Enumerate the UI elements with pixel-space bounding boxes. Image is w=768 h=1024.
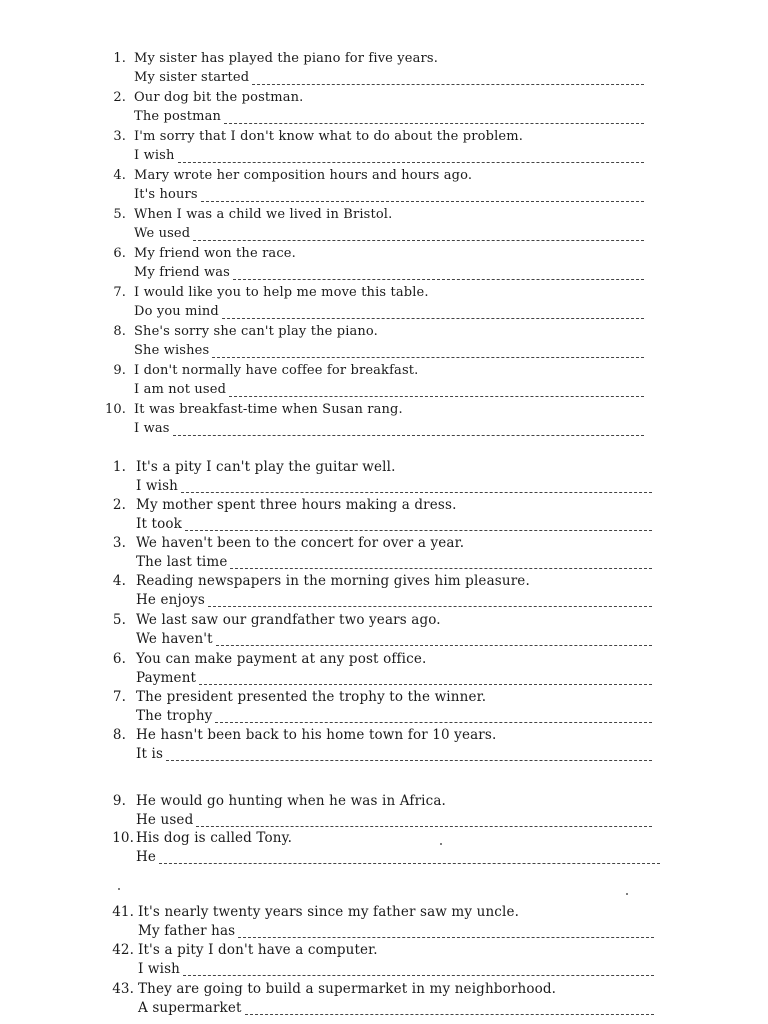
answer-blank[interactable] — [181, 479, 652, 493]
answer-row — [136, 848, 660, 866]
item-number: 10. — [105, 402, 126, 417]
item-number: 7. — [112, 689, 126, 705]
original-sentence: Our dog bit the postman. — [134, 90, 304, 105]
item-number: 1. — [113, 51, 126, 66]
answer-stem: Payment — [136, 670, 197, 686]
item-number: 3. — [112, 535, 126, 551]
exercise-item — [0, 323, 768, 362]
answer-blank[interactable] — [208, 593, 652, 607]
answer-row — [138, 960, 654, 978]
item-number: 5. — [112, 612, 126, 628]
original-sentence: My friend won the race. — [134, 246, 296, 261]
exercise-item — [0, 245, 768, 284]
answer-blank[interactable] — [193, 227, 644, 241]
item-number: 1. — [112, 459, 126, 475]
answer-stem: I wish — [136, 478, 179, 494]
exercise-item — [0, 167, 768, 206]
item-number: 9. — [113, 363, 126, 378]
answer-stem: We used — [134, 226, 191, 241]
answer-blank[interactable] — [238, 924, 654, 938]
original-sentence: She's sorry she can't play the piano. — [134, 324, 378, 339]
exercise-item — [0, 650, 768, 689]
answer-blank[interactable] — [173, 422, 644, 436]
item-number: 7. — [113, 285, 126, 300]
original-sentence: Mary wrote her composition hours and hours ago. — [134, 168, 473, 183]
answer-stem: It took — [136, 516, 182, 532]
answer-blank[interactable] — [185, 517, 652, 531]
answer-stem: I am not used — [134, 382, 227, 397]
answer-blank[interactable] — [230, 555, 652, 569]
answer-blank[interactable] — [196, 813, 652, 827]
exercise-item — [0, 89, 768, 128]
answer-stem: The postman — [134, 109, 222, 124]
exercise-item — [0, 284, 768, 323]
item-number: 9. — [112, 793, 126, 809]
item-number: 5. — [113, 207, 126, 222]
answer-row — [136, 745, 652, 763]
original-sentence: He hasn't been back to his home town for 10 years. — [136, 727, 497, 743]
exercise-item — [0, 496, 768, 535]
exercise-item — [0, 362, 768, 401]
original-sentence: We haven't been to the concert for over a year. — [136, 535, 465, 551]
answer-stem: It's hours — [134, 187, 198, 202]
exercise-item — [0, 941, 768, 980]
exercise-item — [0, 792, 768, 831]
answer-blank[interactable] — [229, 383, 644, 397]
answer-stem: He used — [136, 812, 194, 828]
answer-row — [134, 303, 644, 321]
original-sentence: They are going to build a supermarket in my neighborhood. — [138, 981, 557, 997]
exercise-item — [0, 611, 768, 650]
answer-row — [136, 515, 652, 533]
answer-blank[interactable] — [215, 709, 652, 723]
answer-blank[interactable] — [199, 671, 652, 685]
answer-blank[interactable] — [245, 1001, 654, 1015]
answer-row — [134, 264, 644, 282]
answer-row — [138, 999, 654, 1017]
item-number: 41. — [112, 904, 134, 920]
answer-stem: He — [136, 849, 157, 865]
original-sentence: It's nearly twenty years since my father saw my uncle. — [138, 904, 520, 920]
original-sentence: I'm sorry that I don't know what to do about the problem. — [134, 129, 523, 144]
original-sentence: I would like you to help me move this table. — [134, 285, 429, 300]
answer-row — [136, 669, 652, 687]
answer-row — [134, 381, 644, 399]
answer-row — [134, 420, 644, 438]
answer-stem: My sister started — [134, 70, 250, 85]
answer-blank[interactable] — [183, 962, 654, 976]
item-number: 8. — [112, 727, 126, 743]
original-sentence: My mother spent three hours making a dress. — [136, 497, 457, 513]
item-number: 4. — [113, 168, 126, 183]
answer-row — [134, 342, 644, 360]
answer-stem: My friend was — [134, 265, 230, 280]
answer-stem: She wishes — [134, 343, 210, 358]
answer-stem: My father has — [138, 923, 236, 939]
original-sentence: I don't normally have coffee for breakfast. — [134, 363, 419, 378]
answer-row — [134, 186, 644, 204]
exercise-item — [0, 458, 768, 497]
answer-stem: Do you mind — [134, 304, 219, 319]
answer-blank[interactable] — [224, 110, 644, 124]
exercise-item — [0, 903, 768, 942]
original-sentence: It was breakfast-time when Susan rang. — [134, 402, 403, 417]
answer-stem: He enjoys — [136, 592, 205, 608]
answer-stem: I was — [134, 421, 170, 436]
item-number: 8. — [113, 324, 126, 339]
original-sentence: His dog is called Tony. — [136, 830, 293, 846]
exercise-item — [0, 688, 768, 727]
scan-speck — [626, 893, 628, 895]
item-number: 2. — [113, 90, 126, 105]
answer-stem: It is — [136, 746, 164, 762]
answer-stem: The trophy — [136, 708, 213, 724]
answer-row — [138, 922, 654, 940]
exercise-item — [0, 572, 768, 611]
answer-blank[interactable] — [166, 747, 652, 761]
answer-blank[interactable] — [212, 344, 644, 358]
item-number: 10. — [112, 830, 134, 846]
item-number: 43. — [112, 981, 134, 997]
answer-stem: We haven't — [136, 631, 213, 647]
original-sentence: He would go hunting when he was in Africa. — [136, 793, 447, 809]
item-number: 2. — [112, 497, 126, 513]
scan-speck — [118, 888, 120, 890]
answer-row — [134, 225, 644, 243]
exercise-item — [0, 206, 768, 245]
item-number: 4. — [112, 573, 126, 589]
exercise-item — [0, 980, 768, 1019]
original-sentence: My sister has played the piano for five years. — [134, 51, 439, 66]
answer-blank[interactable] — [252, 71, 644, 85]
answer-row — [136, 707, 652, 725]
exercise-item — [0, 50, 768, 89]
item-number: 3. — [113, 129, 126, 144]
answer-row — [136, 477, 652, 495]
item-number: 6. — [113, 246, 126, 261]
answer-blank[interactable] — [222, 305, 644, 319]
answer-row — [134, 108, 644, 126]
answer-blank[interactable] — [159, 850, 660, 864]
answer-stem: A supermarket — [138, 1000, 242, 1016]
exercise-item — [0, 829, 768, 868]
answer-stem: I wish — [134, 148, 175, 163]
item-number: 6. — [112, 651, 126, 667]
original-sentence: The president presented the trophy to the winner. — [136, 689, 487, 705]
original-sentence: When I was a child we lived in Bristol. — [134, 207, 393, 222]
original-sentence: It's a pity I don't have a computer. — [138, 942, 378, 958]
answer-row — [134, 69, 644, 87]
original-sentence: Reading newspapers in the morning gives him pleasure. — [136, 573, 530, 589]
original-sentence: We last saw our grandfather two years ago. — [136, 612, 441, 628]
answer-row — [134, 147, 644, 165]
answer-stem: The last time — [136, 554, 228, 570]
answer-row — [136, 553, 652, 571]
answer-blank[interactable] — [233, 266, 644, 280]
exercise-item — [0, 401, 768, 440]
exercise-item — [0, 128, 768, 167]
answer-stem: I wish — [138, 961, 181, 977]
scan-speck — [440, 843, 442, 845]
exercise-item — [0, 534, 768, 573]
answer-blank[interactable] — [201, 188, 644, 202]
answer-row — [136, 591, 652, 609]
original-sentence: It's a pity I can't play the guitar well. — [136, 459, 396, 475]
answer-blank[interactable] — [178, 149, 645, 163]
original-sentence: You can make payment at any post office. — [136, 651, 427, 667]
answer-row — [136, 630, 652, 648]
answer-blank[interactable] — [216, 632, 652, 646]
exercise-item — [0, 726, 768, 765]
item-number: 42. — [112, 942, 134, 958]
answer-row — [136, 811, 652, 829]
